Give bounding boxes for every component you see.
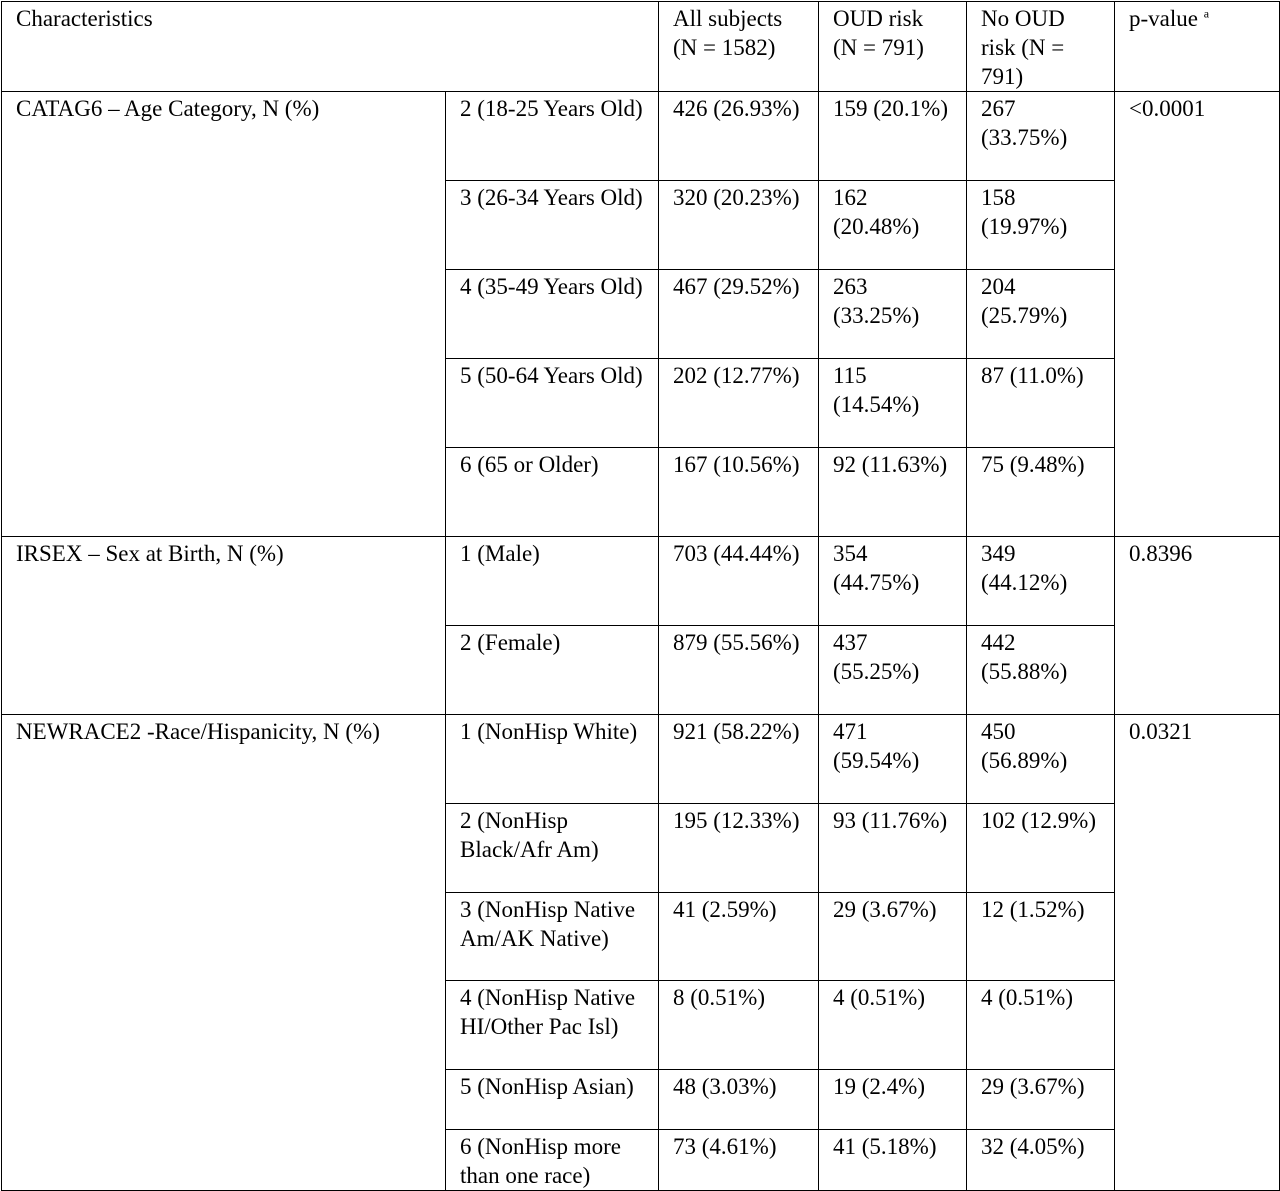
oud-risk-cell: 41 (5.18%): [819, 1130, 967, 1191]
all-subjects-cell: 195 (12.33%): [659, 804, 819, 893]
oud-risk-cell: 471 (59.54%): [819, 715, 967, 804]
oud-risk-cell: 29 (3.67%): [819, 893, 967, 981]
category-cell: 1 (Male): [446, 537, 659, 626]
no-oud-risk-cell: 12 (1.52%): [967, 893, 1115, 981]
category-cell: 3 (26-34 Years Old): [446, 181, 659, 270]
all-subjects-cell: 48 (3.03%): [659, 1070, 819, 1130]
no-oud-risk-cell: 267 (33.75%): [967, 92, 1115, 181]
table-row: [2, 715, 1280, 804]
no-oud-risk-cell: 102 (12.9%): [967, 804, 1115, 893]
no-oud-risk-cell: 349 (44.12%): [967, 537, 1115, 626]
all-subjects-cell: 8 (0.51%): [659, 981, 819, 1070]
all-subjects-cell: 703 (44.44%): [659, 537, 819, 626]
no-oud-risk-cell: 75 (9.48%): [967, 448, 1115, 537]
table-row: [2, 537, 1280, 626]
all-subjects-cell: 426 (26.93%): [659, 92, 819, 181]
category-cell: 4 (35-49 Years Old): [446, 270, 659, 359]
oud-risk-cell: 159 (20.1%): [819, 92, 967, 181]
header-characteristics: Characteristics: [2, 2, 659, 92]
oud-risk-cell: 92 (11.63%): [819, 448, 967, 537]
oud-risk-cell: 263 (33.25%): [819, 270, 967, 359]
table-row: [2, 92, 1280, 181]
all-subjects-cell: 41 (2.59%): [659, 893, 819, 981]
category-cell: 3 (NonHisp Native Am/AK Native): [446, 893, 659, 981]
header-oud-risk: OUD risk (N = 791): [819, 2, 967, 92]
no-oud-risk-cell: 29 (3.67%): [967, 1070, 1115, 1130]
oud-risk-cell: 115 (14.54%): [819, 359, 967, 448]
no-oud-risk-cell: 450 (56.89%): [967, 715, 1115, 804]
category-cell: 4 (NonHisp Native HI/Other Pac Isl): [446, 981, 659, 1070]
oud-risk-cell: 4 (0.51%): [819, 981, 967, 1070]
no-oud-risk-cell: 158 (19.97%): [967, 181, 1115, 270]
header-all-subjects: All subjects (N = 1582): [659, 2, 819, 92]
oud-risk-cell: 162 (20.48%): [819, 181, 967, 270]
oud-risk-cell: 437 (55.25%): [819, 626, 967, 715]
group-label-age: CATAG6 – Age Category, N (%): [2, 92, 446, 537]
all-subjects-cell: 202 (12.77%): [659, 359, 819, 448]
p-value-race: 0.0321: [1115, 715, 1280, 1191]
header-p-value: [1115, 2, 1280, 92]
category-cell: 6 (NonHisp more than one race): [446, 1130, 659, 1191]
no-oud-risk-cell: 32 (4.05%): [967, 1130, 1115, 1191]
category-cell: 2 (Female): [446, 626, 659, 715]
header-p-value-footnote: a: [1203, 6, 1210, 21]
category-cell: 2 (18-25 Years Old): [446, 92, 659, 181]
table-header-row: [2, 2, 1280, 92]
category-cell: 6 (65 or Older): [446, 448, 659, 537]
oud-risk-cell: 354 (44.75%): [819, 537, 967, 626]
no-oud-risk-cell: 442 (55.88%): [967, 626, 1115, 715]
category-cell: 2 (NonHisp Black/Afr Am): [446, 804, 659, 893]
no-oud-risk-cell: 204 (25.79%): [967, 270, 1115, 359]
no-oud-risk-cell: 87 (11.0%): [967, 359, 1115, 448]
group-label-sex: IRSEX – Sex at Birth, N (%): [2, 537, 446, 715]
header-no-oud-risk: No OUD risk (N = 791): [967, 2, 1115, 92]
all-subjects-cell: 879 (55.56%): [659, 626, 819, 715]
all-subjects-cell: 467 (29.52%): [659, 270, 819, 359]
all-subjects-cell: 73 (4.61%): [659, 1130, 819, 1191]
p-value-age: <0.0001: [1115, 92, 1280, 537]
category-cell: 5 (50-64 Years Old): [446, 359, 659, 448]
characteristics-table: [1, 1, 1280, 1191]
category-cell: 5 (NonHisp Asian): [446, 1070, 659, 1130]
oud-risk-cell: 19 (2.4%): [819, 1070, 967, 1130]
all-subjects-cell: 320 (20.23%): [659, 181, 819, 270]
p-value-sex: 0.8396: [1115, 537, 1280, 715]
no-oud-risk-cell: 4 (0.51%): [967, 981, 1115, 1070]
header-p-value-text: p-value: [1129, 6, 1198, 31]
group-label-race: NEWRACE2 -Race/Hispanicity, N (%): [2, 715, 446, 1191]
all-subjects-cell: 921 (58.22%): [659, 715, 819, 804]
all-subjects-cell: 167 (10.56%): [659, 448, 819, 537]
oud-risk-cell: 93 (11.76%): [819, 804, 967, 893]
category-cell: 1 (NonHisp White): [446, 715, 659, 804]
